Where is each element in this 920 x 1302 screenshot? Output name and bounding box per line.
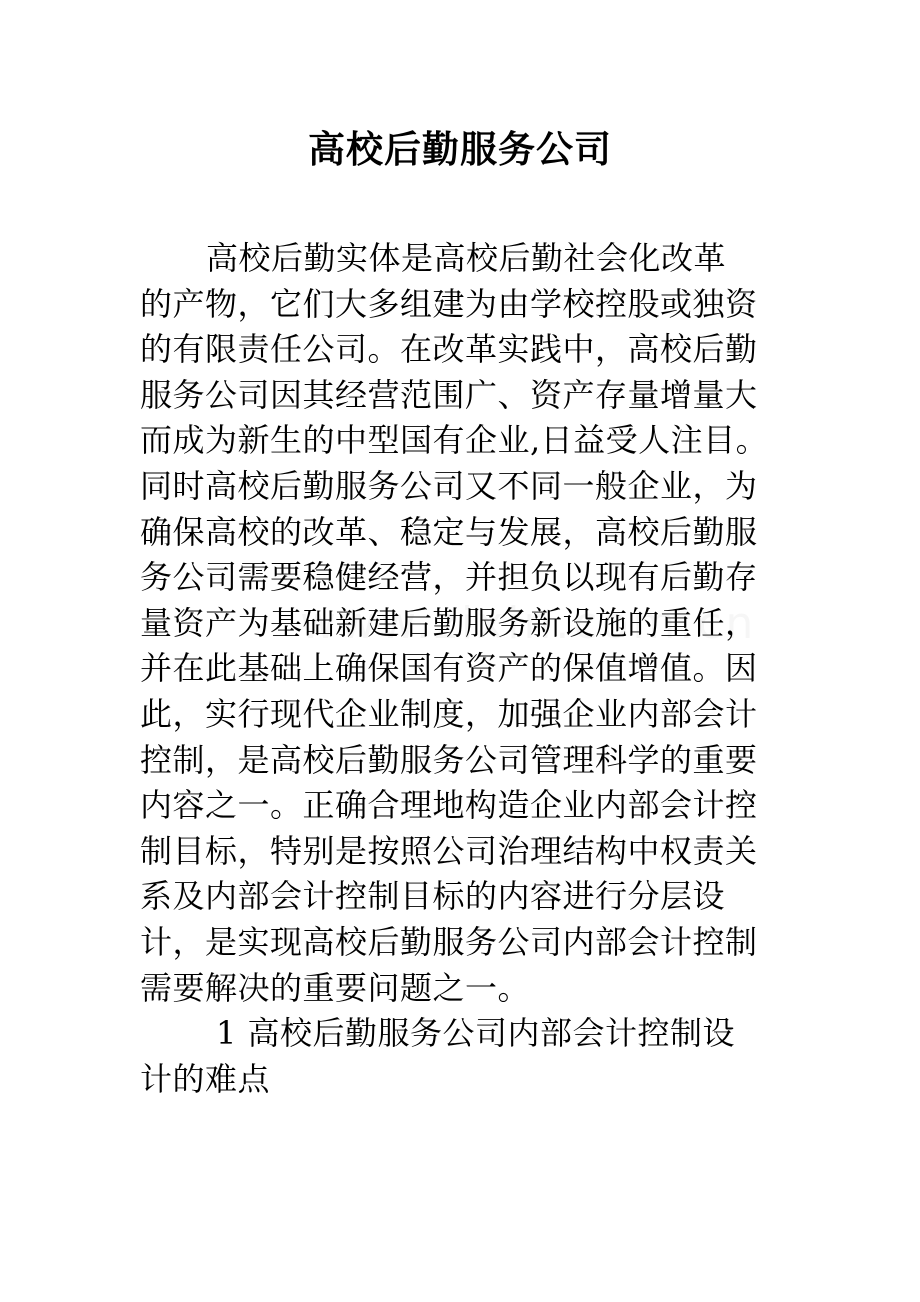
paragraph-line: 量资产为基础新建后勤服务新设施的重任， [140, 603, 758, 642]
document-body [140, 236, 800, 1102]
paragraph-line: 务公司需要稳健经营，并担负以现有后勤存 [140, 558, 758, 597]
paragraph-line: 确保高校的改革、稳定与发展，高校后勤服 [140, 512, 758, 551]
paragraph-line: 制目标，特别是按照公司治理结构中权责关 [140, 831, 758, 870]
document-title: 高校后勤服务公司 [308, 127, 612, 171]
section-heading-line: 计的难点 [140, 1059, 271, 1098]
paragraph-line: 的产物，它们大多组建为由学校控股或独资 [140, 284, 758, 323]
paragraph-line: 的有限责任公司。在改革实践中，高校后勤 [140, 330, 758, 369]
paragraph-line: 而成为新生的中型国有企业,日益受人注目。 [140, 421, 769, 460]
paragraph-line: 并在此基础上确保国有资产的保值增值。因 [140, 649, 758, 688]
paragraph-line: 内容之一。正确合理地构造企业内部会计控 [140, 786, 758, 825]
paragraph-line: 需要解决的重要问题之一。 [140, 968, 531, 1007]
paragraph-line: 控制，是高校后勤服务公司管理科学的重要 [140, 740, 758, 779]
section-heading-line: 1 高校后勤服务公司内部会计控制设 [216, 1014, 736, 1053]
paragraph-line: 高校后勤实体是高校后勤社会化改革 [206, 239, 727, 277]
paragraph-line: 服务公司因其经营范围广、资产存量增量大 [140, 375, 758, 414]
paragraph-line: 此，实行现代企业制度，加强企业内部会计 [140, 694, 758, 733]
paragraph-line: 系及内部会计控制目标的内容进行分层设 [140, 877, 726, 916]
paragraph-line: 计，是实现高校后勤服务公司内部会计控制 [140, 922, 758, 961]
paragraph-line: 同时高校后勤服务公司又不同一般企业，为 [140, 466, 758, 505]
